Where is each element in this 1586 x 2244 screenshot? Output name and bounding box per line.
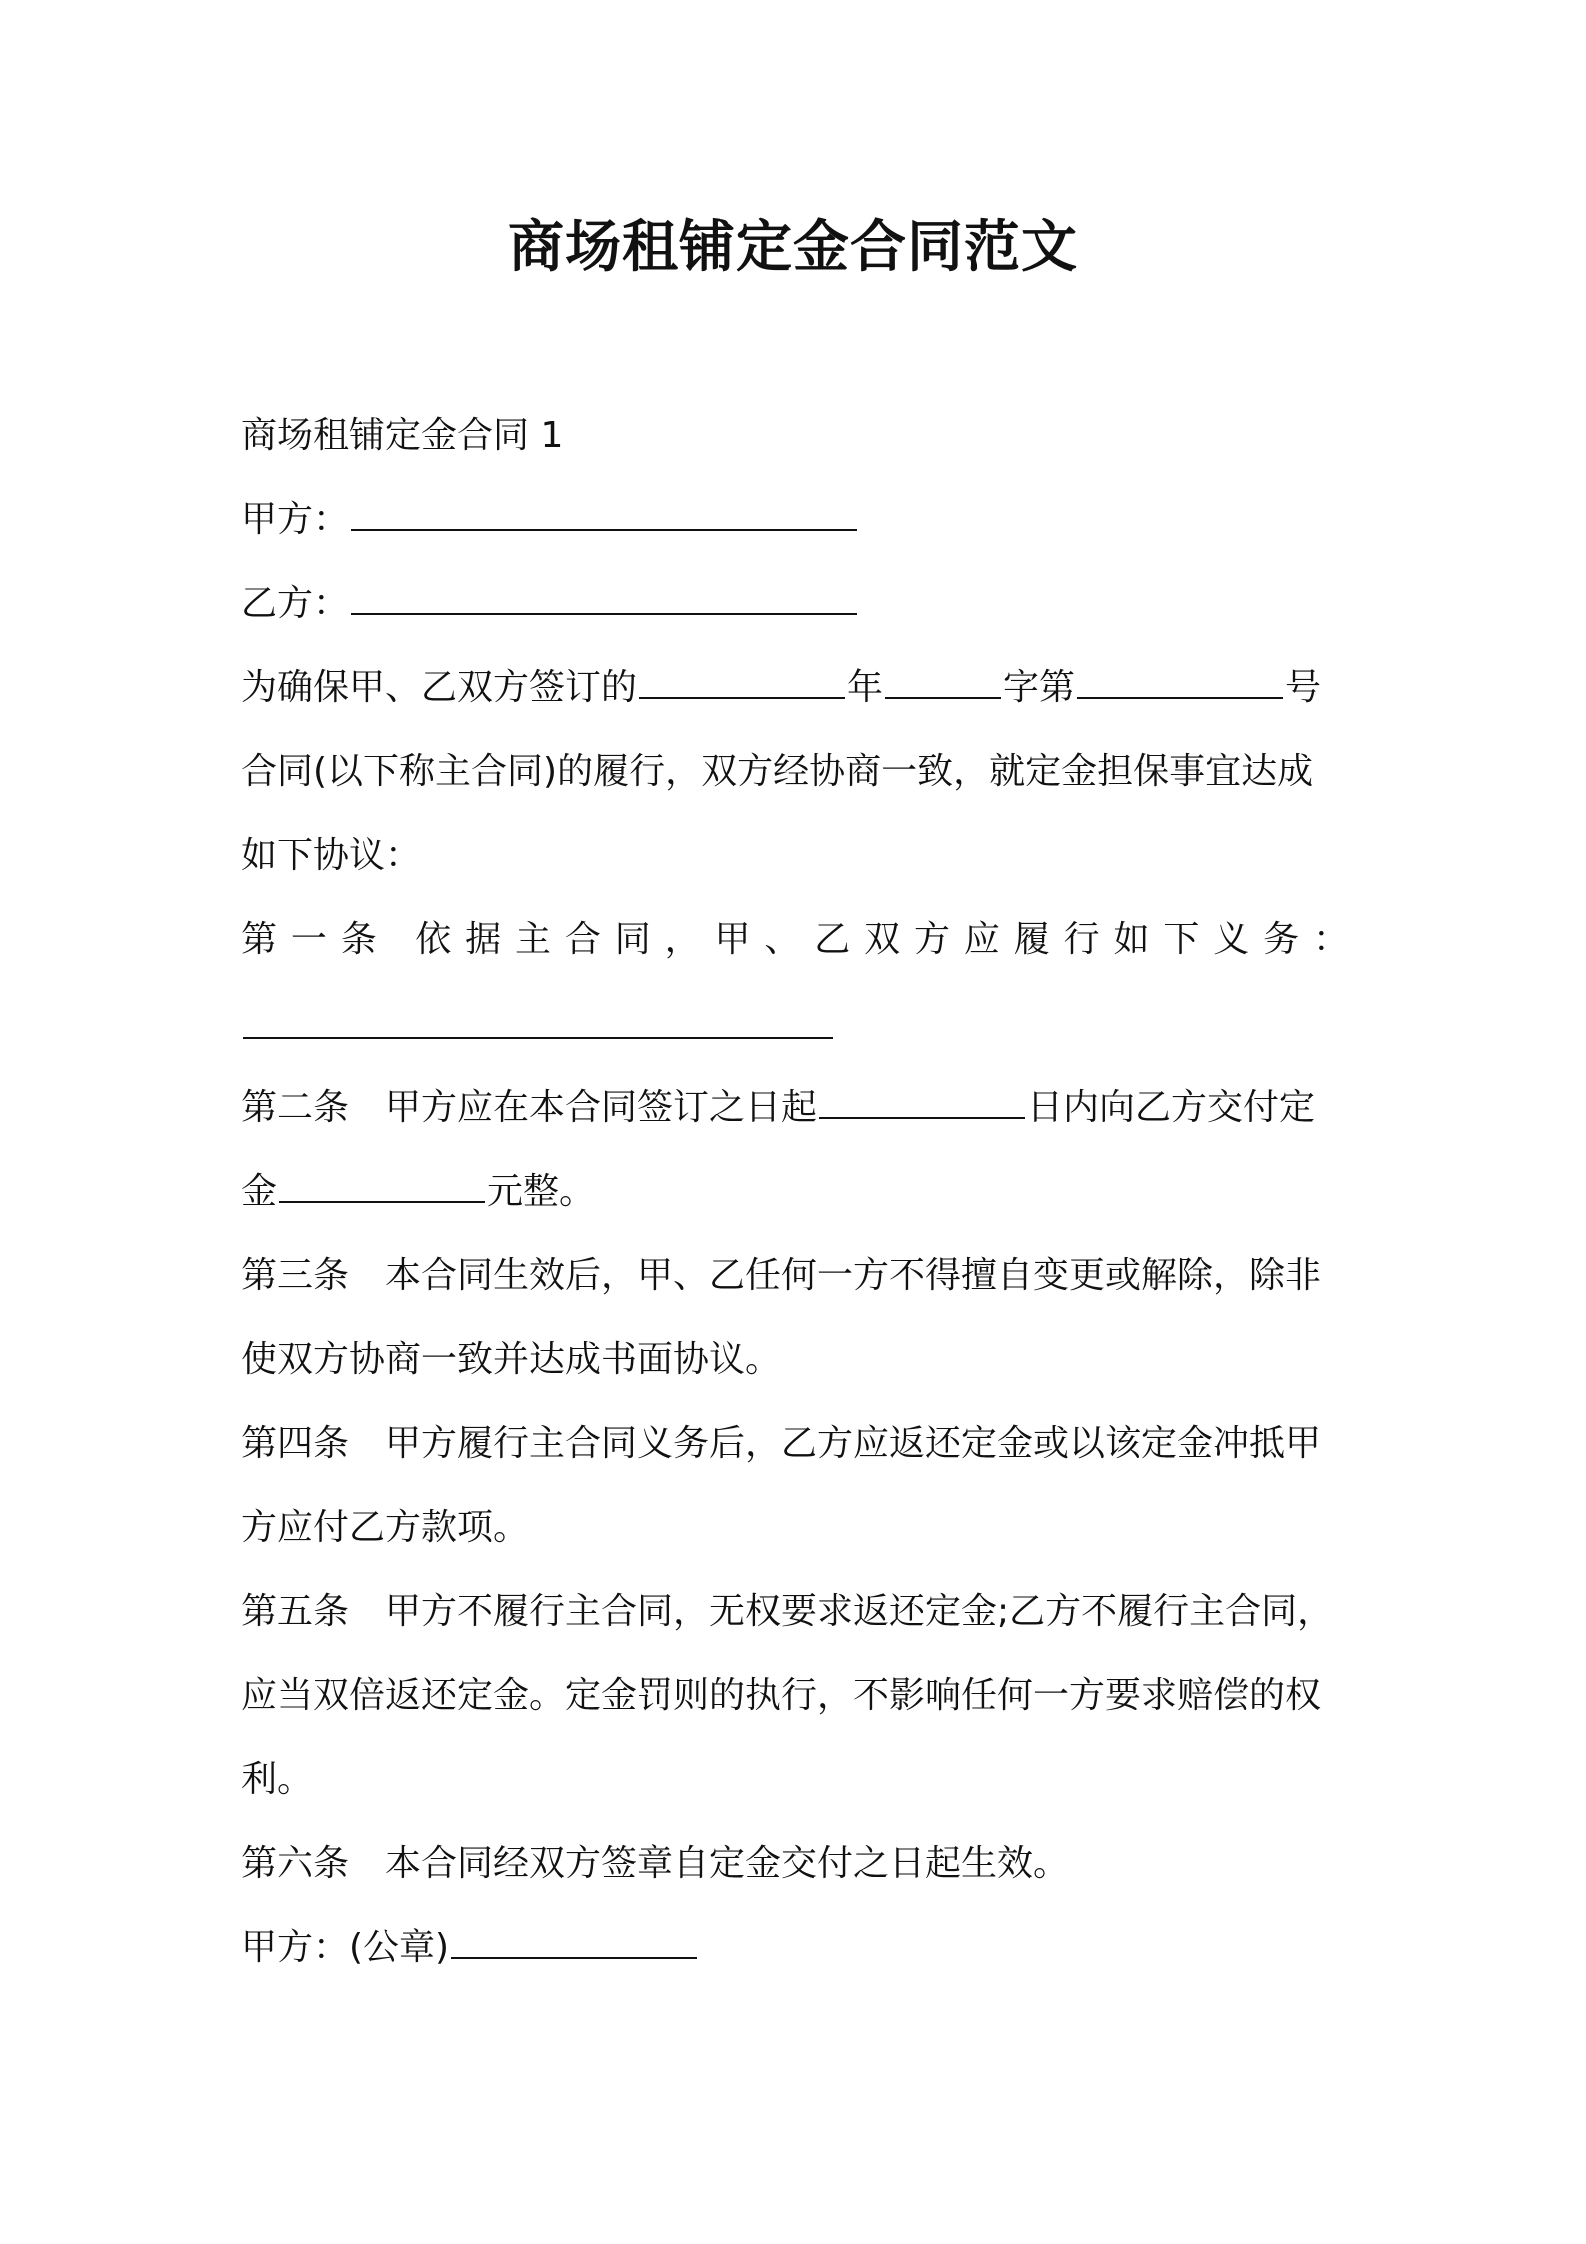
document-title: 商场租铺定金合同范文 — [508, 215, 1078, 280]
article-5-line-1 — [241, 1586, 1333, 1638]
article-2-label: 第二条 — [241, 1087, 350, 1128]
article-2-line-1 — [241, 1082, 1315, 1134]
article-2-text-d: 元整。 — [487, 1171, 596, 1212]
intro-line-1 — [241, 662, 1321, 714]
article-6-label: 第六条 — [241, 1843, 350, 1884]
article-2-text-c: 金 — [241, 1171, 278, 1212]
article-4-line-2: 方应付乙方款项。 — [241, 1507, 530, 1548]
article-6-text: 本合同经双方签章自定金交付之日起生效。 — [385, 1843, 1070, 1884]
article-2-line-2 — [241, 1166, 595, 1218]
deposit-amount-blank — [279, 1171, 485, 1203]
article-4-line-1 — [241, 1418, 1321, 1470]
intro-char-text: 字第 — [1003, 667, 1076, 708]
article-3-line-2: 使双方协商一致并达成书面协议。 — [241, 1339, 782, 1380]
article-1-label: 第 一 条 — [241, 919, 378, 960]
article-1-line — [241, 914, 1349, 966]
signature-a-line — [241, 1922, 699, 1974]
deposit-days-blank — [819, 1087, 1025, 1119]
article-5-line-3: 利。 — [241, 1759, 314, 1800]
article-5-line-2: 应当双倍返还定金。定金罚则的执行，不影响任何一方要求赔偿的权 — [241, 1675, 1322, 1716]
party-a-line — [241, 494, 859, 546]
article-4-text: 甲方履行主合同义务后，乙方应返还定金或以该定金冲抵甲 — [385, 1423, 1322, 1464]
article-4-label: 第四条 — [241, 1423, 350, 1464]
article-5-label: 第五条 — [241, 1591, 350, 1632]
contract-heading: 商场租铺定金合同 1 — [241, 415, 564, 456]
article-2-text-b: 日内向乙方交付定 — [1027, 1087, 1316, 1128]
party-b-line — [241, 578, 859, 630]
article-6-line — [241, 1838, 1069, 1890]
article-1-blank — [243, 1007, 833, 1039]
contract-org-blank — [639, 667, 845, 699]
article-3-text: 本合同生效后，甲、乙任何一方不得擅自变更或解除，除非 — [385, 1255, 1322, 1296]
article-5-text: 甲方不履行主合同，无权要求返还定金;乙方不履行主合同， — [385, 1591, 1334, 1632]
article-1-text: 依 据 主 合 同 ， 甲 、 乙 双 方 应 履 行 如 下 义 务 ： — [413, 919, 1350, 960]
party-a-blank — [351, 499, 857, 531]
signature-a-blank — [451, 1927, 697, 1959]
article-1-blank-line — [241, 1002, 835, 1054]
intro-line-2: 合同(以下称主合同)的履行，双方经协商一致，就定金担保事宜达成 — [241, 751, 1314, 792]
article-2-text: 甲方应在本合同签订之日起 — [385, 1087, 818, 1128]
intro-number-text: 号 — [1285, 667, 1322, 708]
signature-a-label: 甲方：(公章) — [241, 1927, 450, 1968]
intro-year-text: 年 — [847, 667, 884, 708]
party-a-label: 甲方： — [241, 499, 350, 540]
contract-number-blank — [1077, 667, 1283, 699]
article-3-label: 第三条 — [241, 1255, 350, 1296]
intro-text: 为确保甲、乙双方签订的 — [241, 667, 638, 708]
article-3-line-1 — [241, 1250, 1321, 1302]
contract-year-blank — [885, 667, 1001, 699]
party-b-blank — [351, 583, 857, 615]
party-b-label: 乙方： — [241, 583, 350, 624]
intro-line-3: 如下协议： — [241, 835, 422, 876]
